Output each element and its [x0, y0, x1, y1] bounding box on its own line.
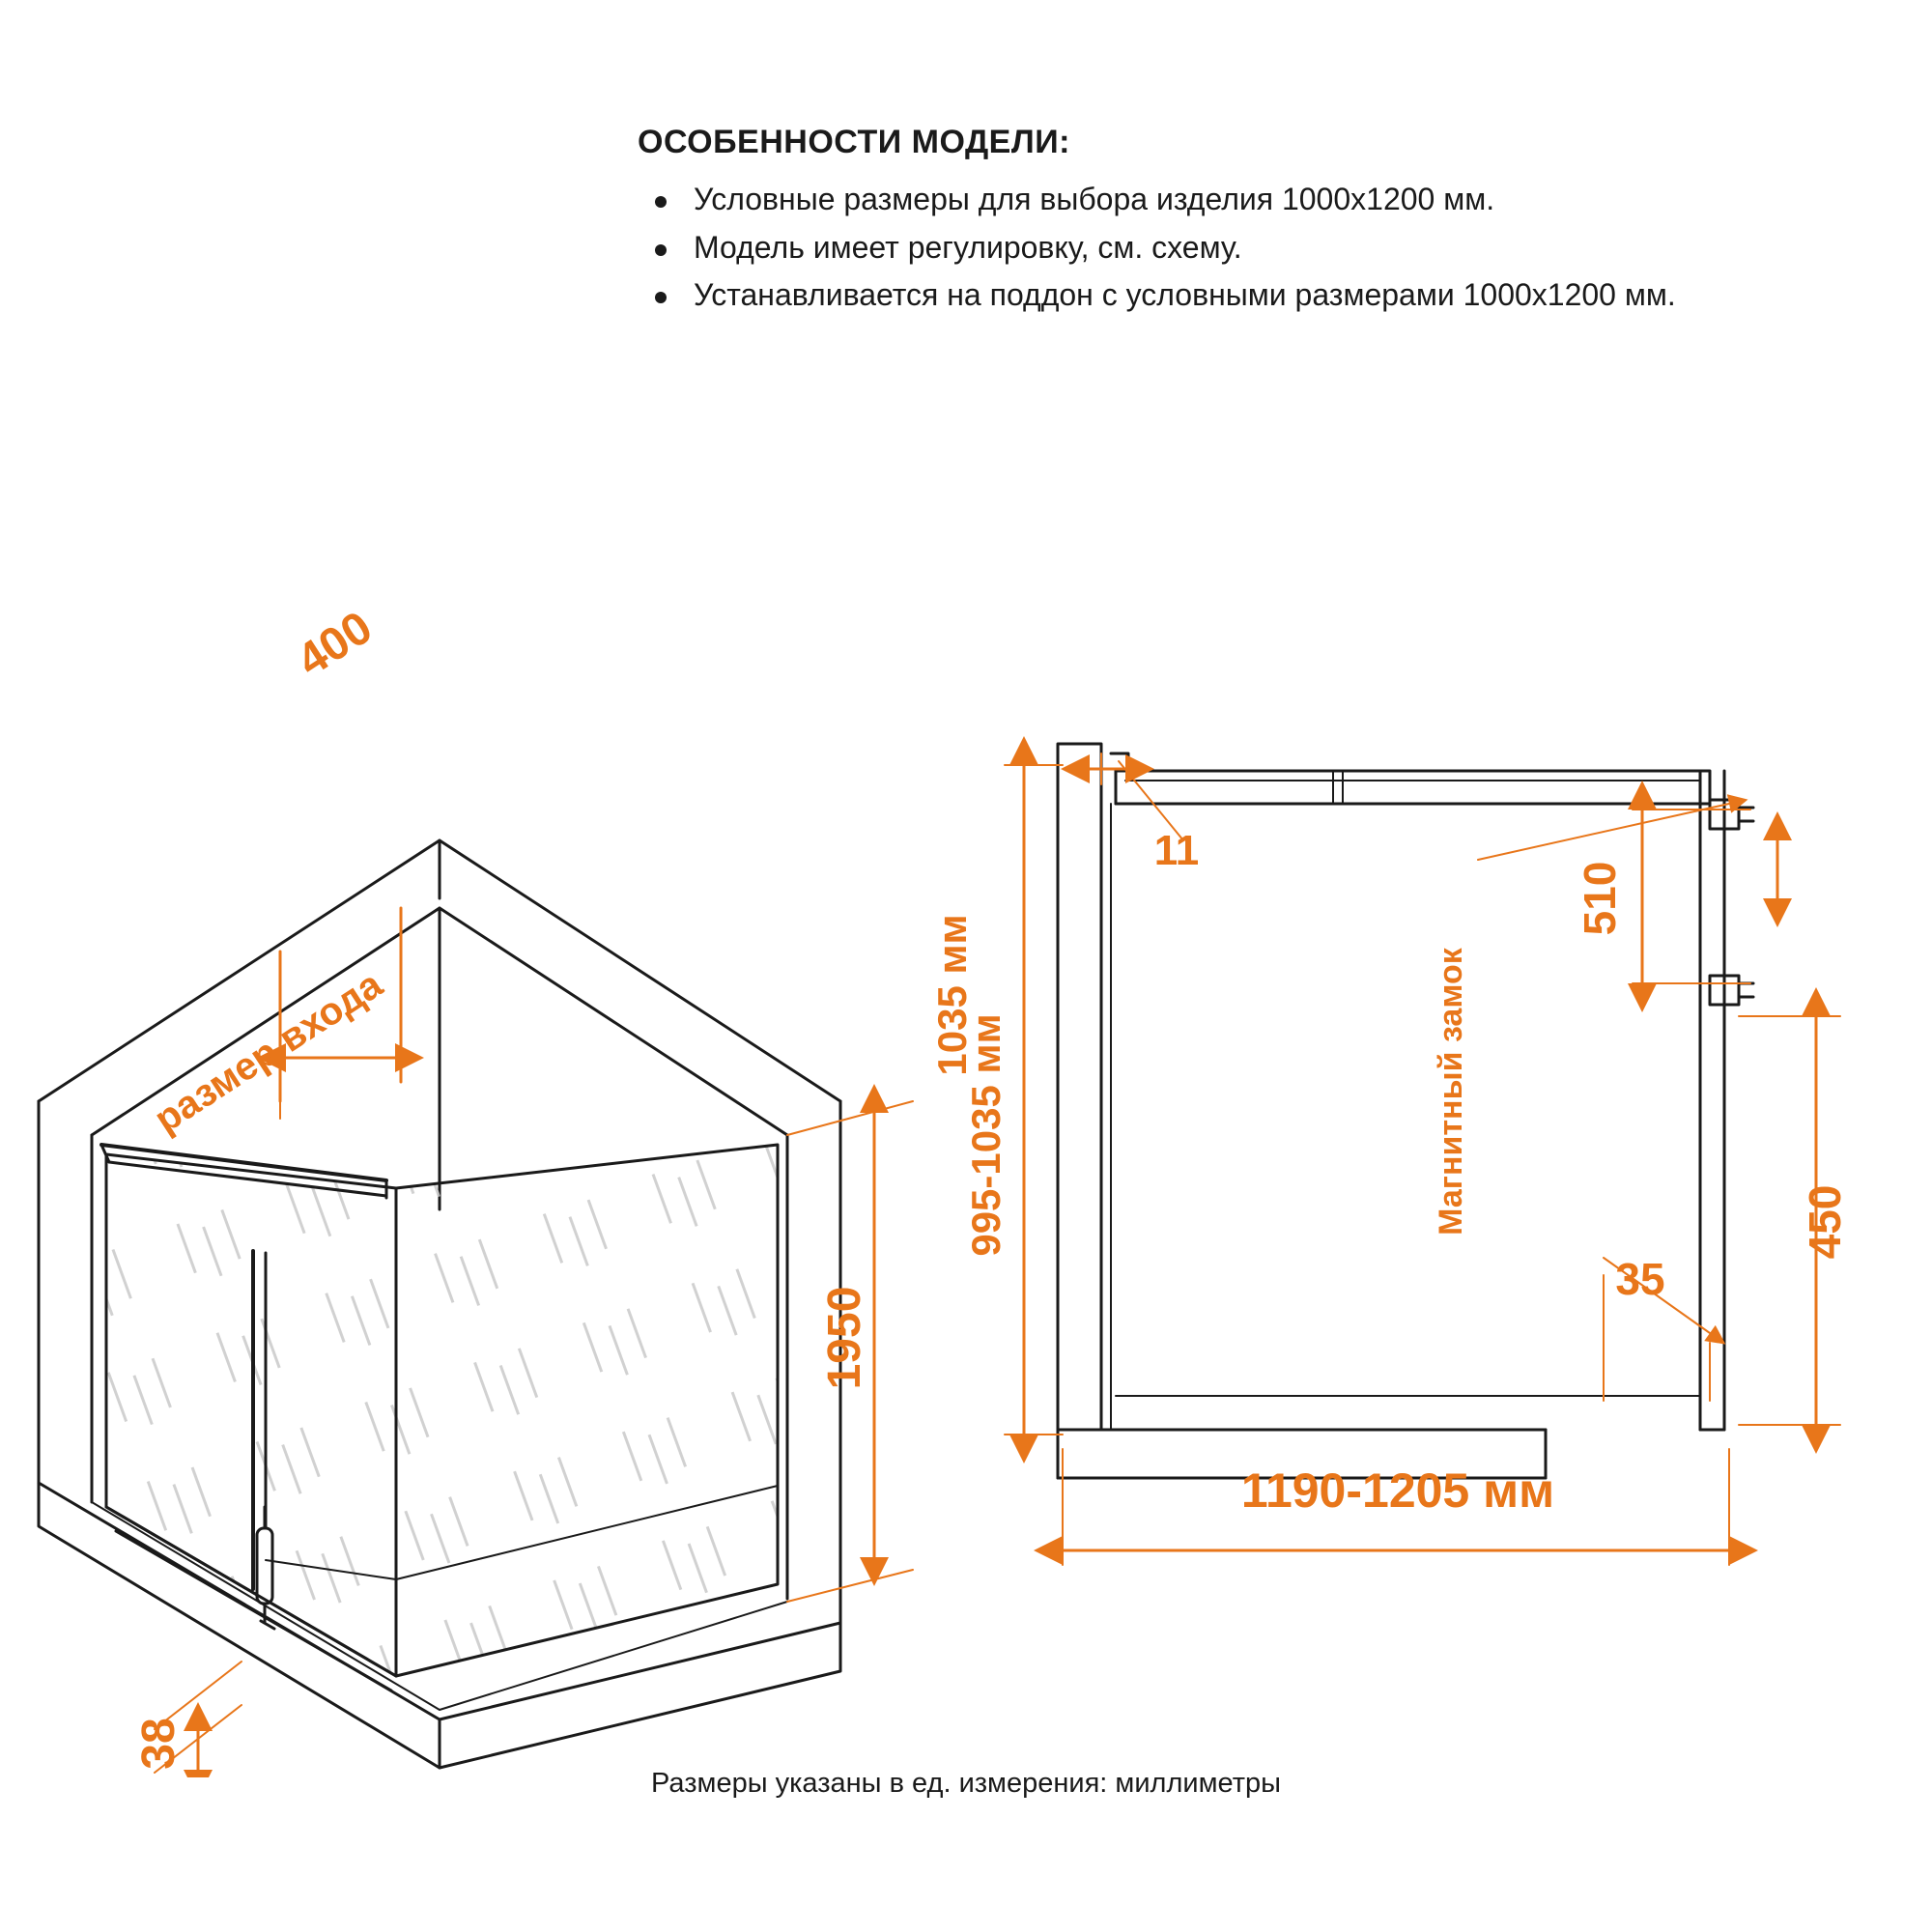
technical-drawing	[0, 425, 1932, 1777]
profile-width-value: 35	[1615, 1254, 1665, 1304]
features-title: ОСОБЕННОСТИ МОДЕЛИ:	[638, 124, 1070, 160]
units-footnote: Размеры указаны в ед. измерения: миллиметры	[651, 1768, 1281, 1799]
feature-item: Устанавливается на поддон с условными размерами 1000х1200 мм.	[638, 274, 1758, 317]
height-range-value: 995-1035 мм	[963, 1013, 1009, 1257]
entrance-value: 400	[288, 601, 382, 688]
width-range-value: 1190-1205 мм	[1240, 1463, 1555, 1518]
feature-item: Условные размеры для выбора изделия 1000х1200 мм.	[638, 179, 1758, 221]
features-list	[638, 179, 1758, 317]
height-value: 1950	[819, 1286, 870, 1390]
entrance-label: размер входа	[147, 962, 390, 1142]
base-value: 38	[133, 1718, 185, 1770]
features-block	[638, 124, 1758, 323]
isometric-view	[39, 840, 840, 1777]
height-range-alt-value: 1035 мм	[929, 914, 975, 1076]
feature-item: Модель имеет регулировку, см. схему.	[638, 227, 1758, 270]
door-width-value: 450	[1800, 1184, 1850, 1260]
magnet-label: Магнитный замок	[1433, 948, 1469, 1236]
handle-height-value: 510	[1575, 861, 1625, 936]
top-gap-value: 11	[1153, 827, 1200, 874]
